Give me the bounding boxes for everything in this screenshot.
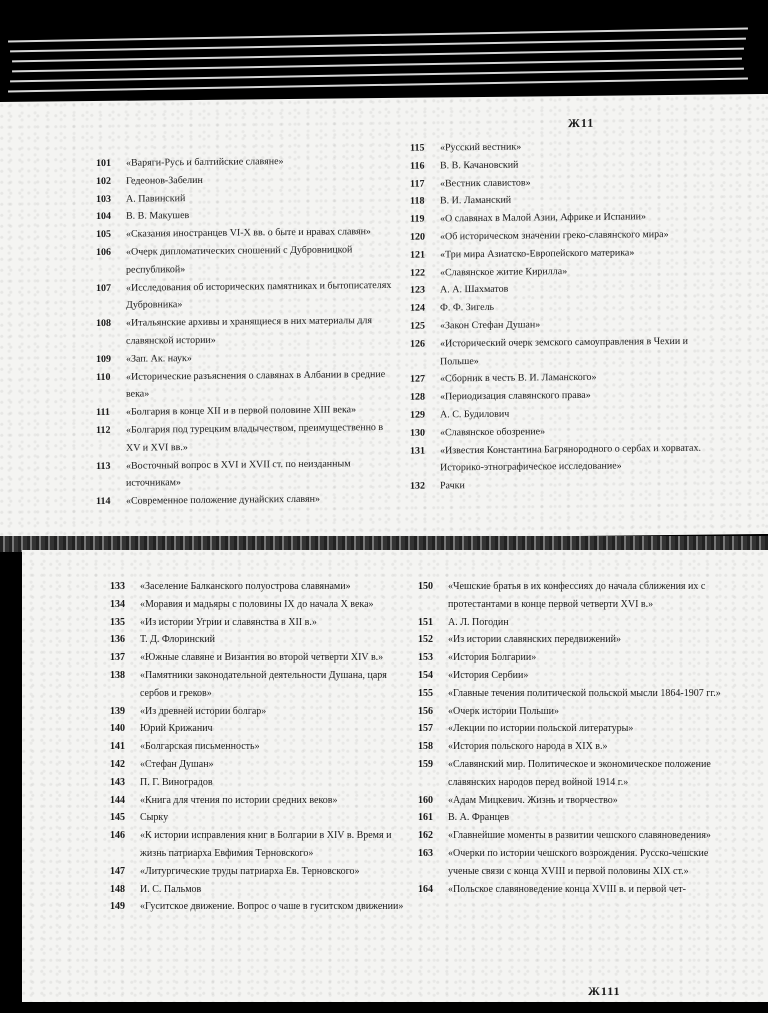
- entry-text: «Гуситское движение. Вопрос о чаше в гуситском движении»: [140, 901, 404, 913]
- entry-number: 150: [418, 581, 433, 592]
- list-item: [96, 419, 396, 458]
- entry-text: П. Г. Виноградов: [140, 776, 213, 788]
- entry-number: 119: [410, 213, 425, 225]
- list-item: [96, 365, 396, 404]
- list-item: [410, 475, 706, 496]
- entry-text: В. И. Ламанский: [440, 195, 512, 207]
- entry-text: Сырку: [140, 812, 169, 824]
- left-column: [110, 578, 410, 916]
- entry-text: «Итальянские архивы и хранящиеся в них материалы для славянской истории»: [126, 315, 373, 347]
- entry-text: «Книга для чтения по истории средних веков»: [140, 794, 338, 806]
- entry-text: «Русский вестник»: [440, 141, 522, 154]
- list-item: [96, 490, 396, 511]
- entry-number: 112: [96, 424, 111, 436]
- entry-number: 137: [110, 652, 125, 664]
- entry-text: «История Сербии»: [448, 669, 529, 681]
- left-column: [96, 152, 396, 511]
- list-item: [418, 720, 724, 738]
- list-item: [110, 703, 410, 721]
- entry-text: «Закон Стефан Душан»: [440, 319, 541, 332]
- entry-number: 108: [96, 318, 111, 330]
- entry-number: 151: [418, 616, 433, 628]
- entry-text: «Болгарская письменность»: [140, 741, 260, 753]
- entry-text: «Болгария в конце XII и в первой половине XIII века»: [126, 404, 357, 418]
- entry-number: 114: [96, 496, 111, 508]
- entry-number: 133: [110, 581, 125, 592]
- entry-text: «Главнейшие моменты в развитии чешского славяноведения»: [448, 830, 711, 842]
- entry-text: «Главные течения политической польской мысли 1864-1907 гг.»: [448, 687, 721, 699]
- entry-text: И. С. Пальмов: [140, 883, 202, 895]
- list-item: [418, 845, 724, 881]
- entry-number: 105: [96, 229, 111, 241]
- entry-number: 116: [410, 160, 425, 172]
- entry-number: 115: [410, 142, 425, 154]
- list-item: [110, 774, 410, 792]
- list-item: [418, 738, 724, 756]
- entry-text: А. Л. Погодин: [448, 616, 509, 628]
- entry-number: 107: [96, 282, 111, 294]
- entry-number: 113: [96, 460, 111, 472]
- list-item: [110, 614, 410, 632]
- entry-number: 155: [418, 687, 433, 699]
- entry-number: 156: [418, 705, 433, 717]
- entry-number: 124: [410, 302, 425, 314]
- entry-text: Гедеонов-Забелин: [126, 174, 203, 187]
- list-item: [418, 685, 724, 703]
- entry-text: «Из истории Угрии и славянства в XII в.»: [140, 616, 317, 628]
- entry-number: 140: [110, 723, 125, 735]
- entry-text: «Исследования об исторических памятниках и бытописателях Дубровника»: [126, 279, 392, 312]
- entry-text: «Исторические разъяснения о славянах в Албании в средние века»: [126, 368, 386, 401]
- list-item: [96, 312, 396, 351]
- entry-number: 128: [410, 391, 425, 403]
- right-column: [418, 578, 724, 898]
- entry-number: 130: [410, 427, 425, 439]
- entry-text: «Сказания иностранцев VI-X вв. о быте и нравах славян»: [126, 226, 371, 240]
- entry-number: 101: [96, 157, 111, 170]
- entry-text: «Из истории славянских передвижений»: [448, 634, 621, 646]
- entry-number: 154: [418, 669, 433, 681]
- list-item: [418, 756, 724, 792]
- entry-text: Ф. Ф. Зигель: [440, 302, 495, 314]
- entry-text: «Славянский мир. Политическое и экономическое положение славянских народов перед войной 1914 г.»: [448, 758, 711, 788]
- list-item: [110, 898, 410, 916]
- entry-number: 134: [110, 598, 125, 610]
- entry-number: 148: [110, 883, 125, 895]
- entry-text: «Заселение Балканского полуострова славянами»: [140, 581, 351, 592]
- entry-number: 125: [410, 320, 425, 332]
- entry-text: «Болгария под турецким владычеством, преимущественно в XV и XVI вв.»: [126, 421, 384, 454]
- entry-text: «Моравия и мадьяры с половины IX до начала X века»: [140, 598, 374, 610]
- list-item: [418, 614, 724, 632]
- entry-text: «Литургические труды патриарха Ев. Терновского»: [140, 865, 360, 877]
- entry-text: «Славянское обозрение»: [440, 426, 546, 439]
- entry-number: 122: [410, 267, 425, 279]
- page-mark: Ж111: [588, 984, 621, 998]
- entry-number: 132: [410, 480, 425, 492]
- entry-text: «Об историческом значении греко-славянского мира»: [440, 229, 669, 243]
- entry-number: 149: [110, 901, 125, 913]
- entry-text: «История Болгарии»: [448, 652, 537, 664]
- entry-number: 164: [418, 883, 433, 895]
- entry-text: В. В. Макушев: [126, 210, 190, 223]
- entry-text: В. А. Францев: [448, 812, 510, 824]
- bottom-page: [22, 550, 768, 1002]
- entry-text: «Три мира Азиатско-Европейского материка»: [440, 247, 635, 261]
- entry-number: 117: [410, 178, 425, 190]
- entry-text: «Очерк дипломатических сношений с Дубровницкой республикой»: [126, 244, 353, 276]
- entry-text: «Из древней истории болгар»: [140, 705, 267, 717]
- entry-number: 102: [96, 175, 111, 187]
- entry-text: «О славянах в Малой Азии, Африке и Испании»: [440, 211, 647, 225]
- entry-text: «Вестник славистов»: [440, 177, 531, 190]
- entry-number: 131: [410, 445, 425, 457]
- right-column: [410, 137, 706, 496]
- entry-text: «Зап. Ак. наук»: [126, 352, 192, 365]
- entry-number: 106: [96, 246, 111, 259]
- entry-text: «Южные славяне и Византия во второй четверти XIV в.»: [140, 652, 384, 664]
- list-item: [410, 332, 706, 371]
- list-item: [96, 276, 396, 315]
- page-mark: Ж11: [568, 115, 595, 131]
- entry-number: 147: [110, 865, 125, 877]
- list-item: [418, 827, 724, 845]
- entry-number: 145: [110, 812, 125, 824]
- entry-number: 139: [110, 705, 125, 717]
- entry-text: Юрий Крижанич: [140, 723, 213, 735]
- list-item: [418, 703, 724, 721]
- entry-number: 159: [418, 758, 433, 770]
- list-item: [110, 738, 410, 756]
- entry-number: 127: [410, 373, 425, 386]
- list-item: [110, 756, 410, 774]
- entry-number: 157: [418, 723, 433, 735]
- entry-text: «К истории исправления книг в Болгарии в XIV в. Время и жизнь патриарха Евфимия Терновского»: [140, 830, 392, 859]
- entry-number: 110: [96, 371, 111, 383]
- entry-number: 103: [96, 193, 111, 205]
- entry-text: «Чешские братья в их конфессиях до начала сближения их с протестантами в конце первой четверти XVI в.»: [448, 581, 706, 610]
- entry-number: 121: [410, 249, 425, 261]
- entry-text: Рачки: [440, 480, 465, 492]
- entry-text: «Польское славяноведение конца XVIII в. и первой чет-: [448, 883, 686, 895]
- entry-text: «Очерк истории Польши»: [448, 705, 559, 717]
- entry-text: А. А. Шахматов: [440, 284, 509, 296]
- entry-number: 158: [418, 741, 433, 753]
- entry-number: 152: [418, 634, 433, 646]
- entry-text: «Современное положение дунайских славян»: [126, 493, 320, 507]
- list-item: [418, 881, 724, 899]
- entry-number: 118: [410, 195, 425, 208]
- entry-text: В. В. Качановский: [440, 159, 519, 172]
- list-item: [110, 720, 410, 738]
- list-item: [110, 809, 410, 827]
- entry-text: «Лекции по истории польской литературы»: [448, 723, 634, 735]
- list-item: [110, 827, 410, 863]
- list-item: [96, 454, 396, 493]
- top-page: [0, 94, 768, 542]
- entry-number: 135: [110, 616, 125, 628]
- entry-number: 120: [410, 231, 425, 243]
- list-item: [110, 863, 410, 881]
- list-item: [418, 578, 724, 614]
- entry-number: 163: [418, 847, 433, 859]
- entry-text: «Варяги-Русь и балтийские славяне»: [126, 156, 284, 169]
- entry-text: А. Павинский: [126, 192, 186, 205]
- entry-text: «История польского народа в XIX в.»: [448, 741, 608, 753]
- entry-number: 142: [110, 758, 125, 770]
- entry-text: «Исторический очерк земского самоуправления в Чехии и Польше»: [440, 335, 689, 367]
- entry-text: «Памятники законодательной деятельности Душана, царя сербов и греков»: [140, 669, 387, 699]
- entry-text: «Периодизация славянского права»: [440, 389, 591, 403]
- list-item: [110, 667, 410, 703]
- entry-number: 109: [96, 353, 111, 365]
- list-item: [110, 578, 410, 596]
- entry-text: А. С. Будилович: [440, 408, 510, 421]
- list-item: [110, 631, 410, 649]
- entry-number: 126: [410, 338, 425, 350]
- entry-text: «Очерки по истории чешского возрождения. Русско-чешские ученые связи с конца XVIII и первой половины XIX ст.»: [448, 847, 709, 877]
- entry-text: «Славянское житие Кирилла»: [440, 265, 568, 278]
- entry-number: 160: [418, 794, 433, 806]
- entry-text: «Известия Константина Багрянородного о сербах и хорватах. Историко-этнографическое исследование»: [440, 442, 701, 474]
- entry-number: 136: [110, 634, 125, 646]
- list-item: [110, 596, 410, 614]
- list-item: [410, 439, 706, 478]
- list-item: [418, 667, 724, 685]
- entry-text: Т. Д. Флоринский: [140, 634, 216, 646]
- list-item: [110, 792, 410, 810]
- entry-number: 104: [96, 211, 111, 223]
- entry-number: 138: [110, 669, 125, 681]
- list-item: [418, 649, 724, 667]
- list-item: [418, 809, 724, 827]
- entry-number: 123: [410, 284, 425, 297]
- entry-text: «Восточный вопрос в XVI и XVII ст. по неизданным источникам»: [126, 457, 351, 490]
- entry-number: 153: [418, 652, 433, 664]
- entry-number: 141: [110, 741, 125, 753]
- entry-number: 111: [96, 407, 110, 419]
- list-item: [96, 241, 396, 280]
- entry-number: 162: [418, 830, 433, 842]
- entry-number: 144: [110, 794, 125, 806]
- list-item: [418, 631, 724, 649]
- entry-number: 129: [410, 409, 425, 421]
- entry-text: «Стефан Душан»: [140, 758, 214, 770]
- entry-text: «Адам Мицкевич. Жизнь и творчество»: [448, 794, 618, 806]
- list-item: [110, 649, 410, 667]
- entry-number: 146: [110, 830, 125, 842]
- entry-text: «Сборник в честь В. И. Ламанского»: [440, 372, 597, 385]
- list-item: [418, 792, 724, 810]
- entry-number: 143: [110, 776, 125, 788]
- entry-number: 161: [418, 812, 433, 824]
- list-item: [110, 881, 410, 899]
